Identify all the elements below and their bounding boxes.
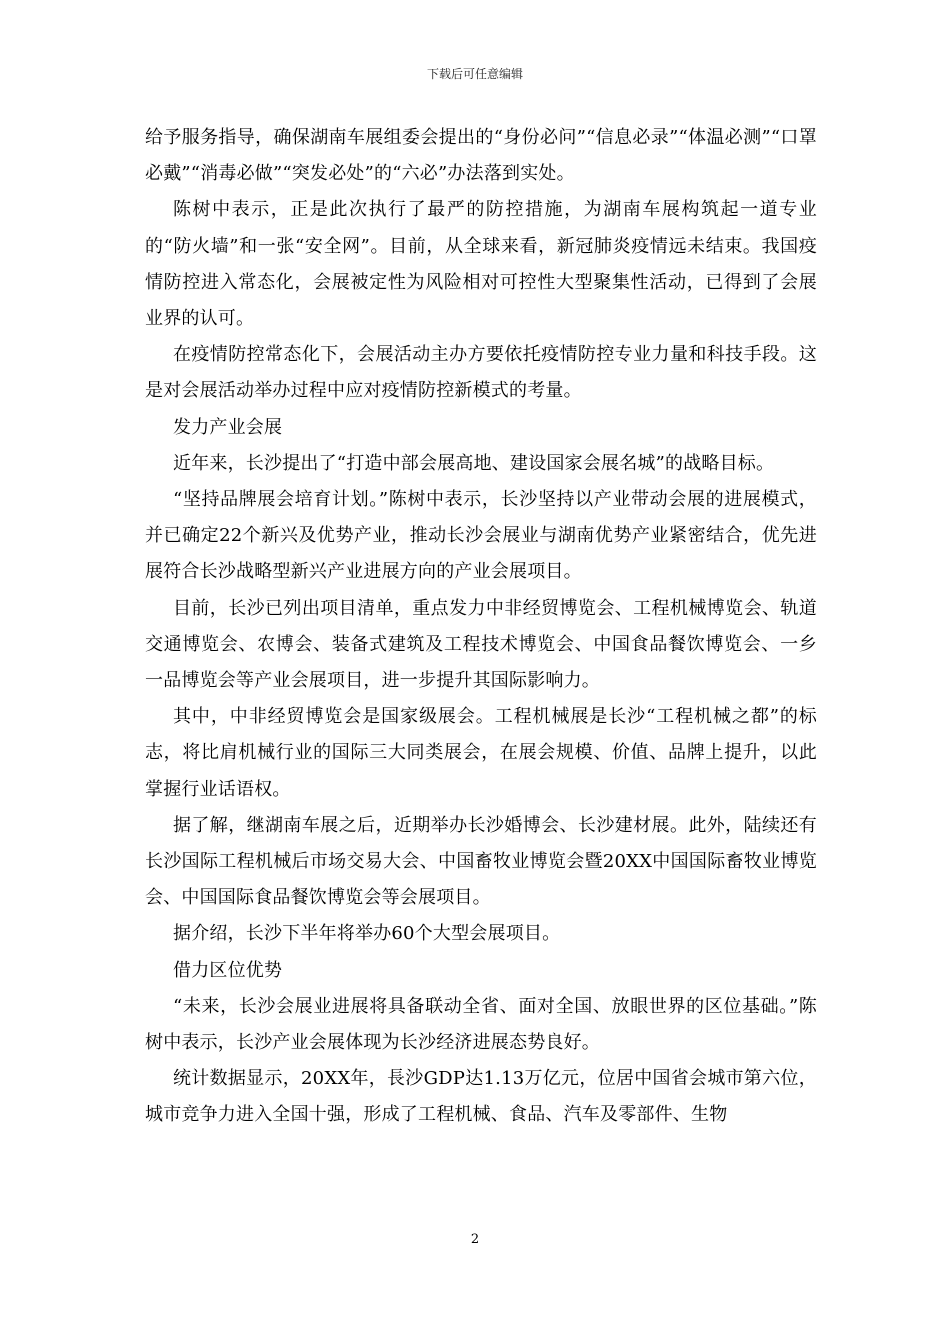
section-heading: 发力产业会展: [173, 416, 283, 438]
paragraph: “未来，长沙会展业进展将具备联动全省、面对全国、放眼世界的区位基础。”陈树中表示，长沙产业会展体现为长沙经济进展态势良好。: [145, 995, 817, 1054]
page-header: 下载后可任意编辑: [426, 67, 523, 81]
paragraph: 陈树中表示，正是此次执行了最严的防控措施，为湖南车展构筑起一道专业的“防火墙”和一张“安全网”。目前，从全球来看，新冠肺炎疫情远未结束。我国疫情防控进入常态化，会展被定性为风险相对可控性大型聚集性活动，已得到了会展业界的认可。: [145, 199, 817, 330]
page-number: 2: [470, 1232, 480, 1247]
paragraph: 据介绍，长沙下半年将举办60个大型会展项目。: [173, 923, 561, 945]
paragraph: 据了解，继湖南车展之后，近期举办长沙婚博会、长沙建材展。此外，陆续还有长沙国际工程机械后市场交易大会、中国畜牧业博览会暨20XX中国国际畜牧业博览会、中国国际食品餐饮博览会等会展项目。: [145, 814, 817, 909]
paragraph: 其中，中非经贸博览会是国家级展会。工程机械展是长沙“工程机械之都”的标志，将比肩机械行业的国际三大同类展会，在展会规模、价值、品牌上提升，以此掌握行业话语权。: [145, 706, 817, 800]
section-heading: 借力区位优势: [173, 959, 283, 981]
paragraph: 给予服务指导，确保湖南车展组委会提出的“身份必问”“信息必录”“体温必测”“口罩必戴”“消毒必做”“突发必处”的“六必”办法落到实处。: [145, 127, 817, 185]
paragraph: 目前，长沙已列出项目清单，重点发力中非经贸博览会、工程机械博览会、轨道交通博览会、农博会、装备式建筑及工程技术博览会、中国食品餐饮博览会、一乡一品博览会等产业会展项目，进一步提升其国际影响力。: [145, 597, 817, 692]
paragraph: 统计数据显示，20XX年，長沙GDP达1.13万亿元，位居中国省会城市第六位，城市竞争力进入全国十强，形成了工程机械、食品、汽车及零部件、生物: [145, 1068, 817, 1126]
paragraph: 在疫情防控常态化下，会展活动主办方要依托疫情防控专业力量和科技手段。这是对会展活动举办过程中应对疫情防控新模式的考量。: [145, 344, 817, 402]
document-body: [145, 120, 817, 1134]
paragraph: 近年来，长沙提出了“打造中部会展高地、建设国家会展名城”的战略目标。: [173, 452, 775, 474]
paragraph: “坚持品牌展会培育计划。”陈树中表示，长沙坚持以产业带动会展的进展模式，并已确定22个新兴及优势产业，推动长沙会展业与湖南优势产业紧密结合，优先进展符合长沙战略型新兴产业进展方向的产业会展项目。: [145, 489, 817, 583]
